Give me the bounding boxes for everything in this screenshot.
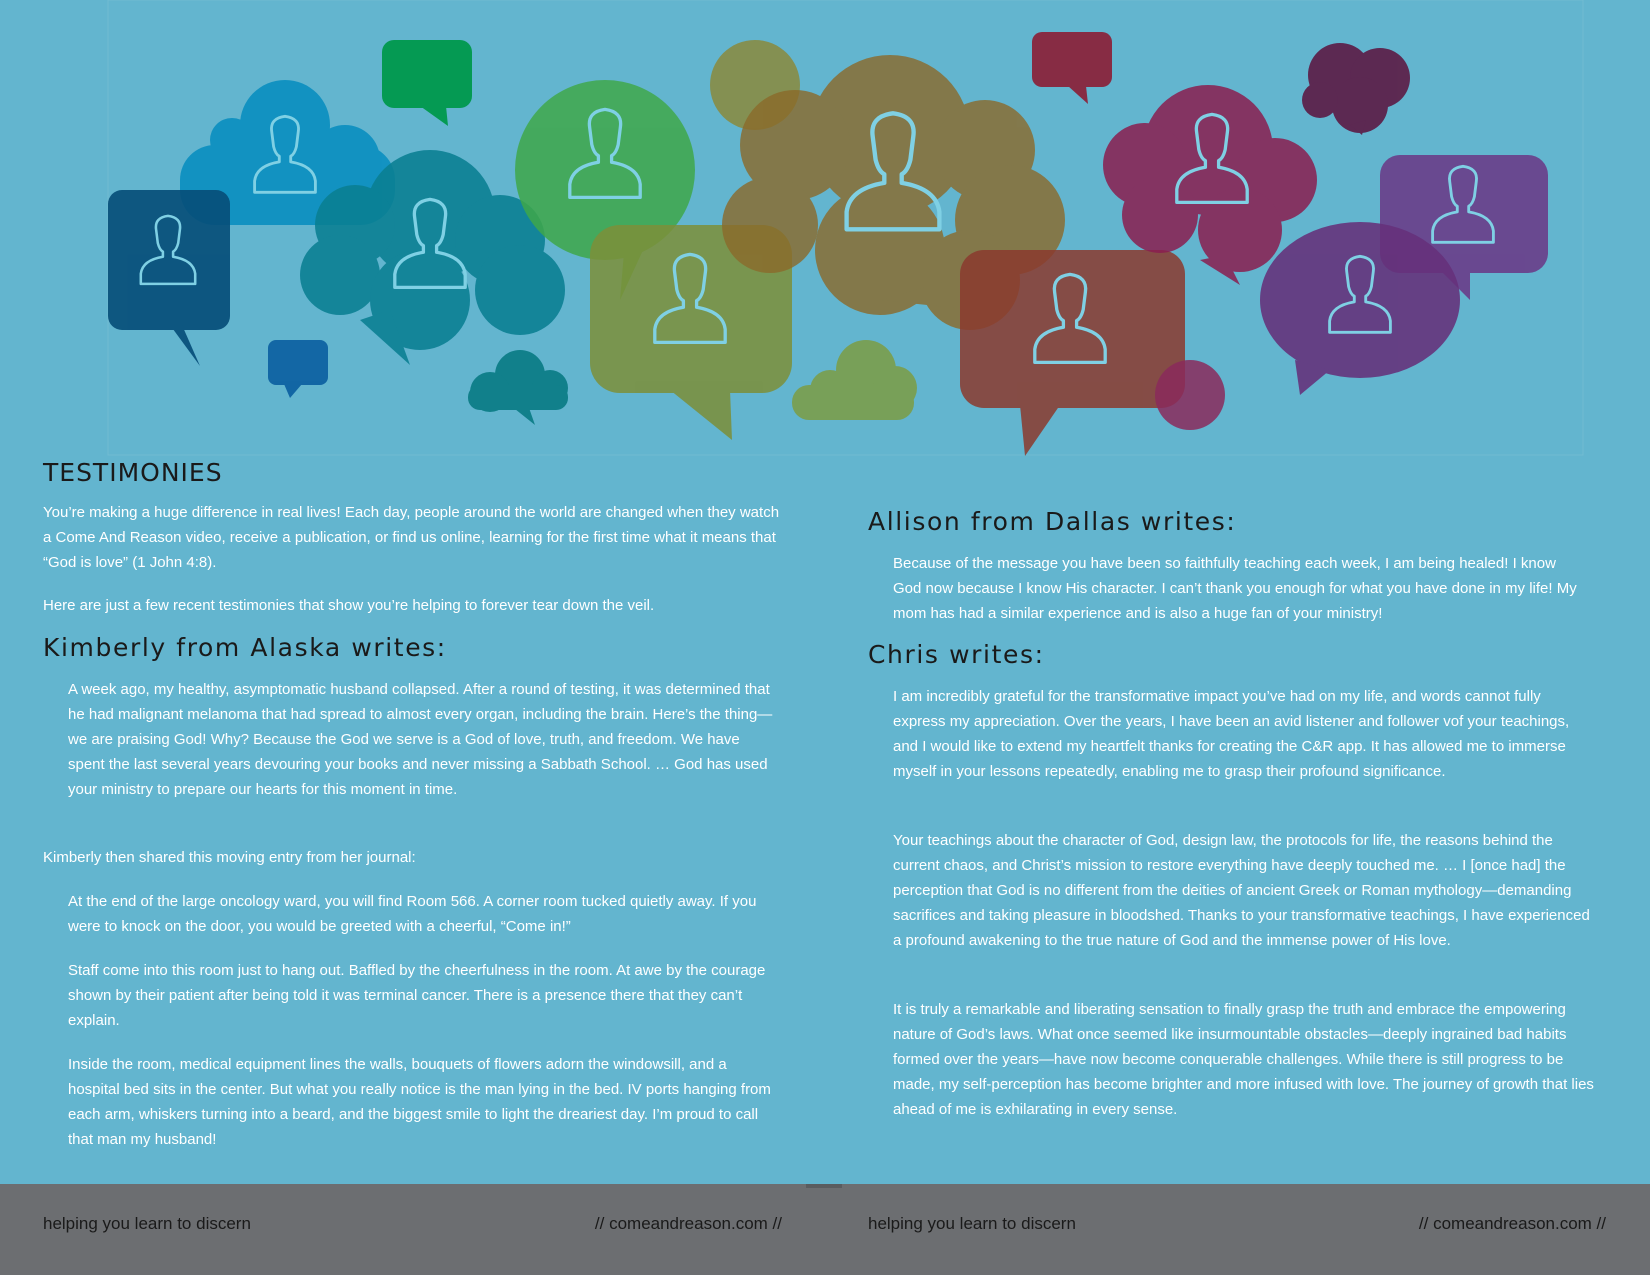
kimberly-quote: A week ago, my healthy, asymptomatic husband collapsed. After a round of testing, it was determined that he had malignant melanoma that had spread to almost every organ, including the brain. Here’s the thing—we are praising God! Why? Because the God we serve is a God of love, truth, and freedom. We have spent the last several years devouring your books and never missing a Sabbath School. … God has used your ministry to prepare our hearts for this moment in time.	[68, 681, 773, 798]
kimberly-heading: Kimberly from Alaska writes:	[43, 633, 447, 662]
chris-paragraph-1: I am incredibly grateful for the transformative impact you’ve had on my life, and words cannot fully express my appreciation. Over the years, I have been an avid listener and follower vof your teachings, and I would like to extend my heartfelt thanks for creating the C&R app. It has allowed me to immerse myself in your lessons repeatedly, enabling me to grasp their profound significance.	[893, 688, 1570, 780]
allison-quote: Because of the message you have been so faithfully teaching each week, I am being healed! I know God now because I know His character. I can’t thank you enough for what you have done in my life! My mom has had a similar experience and is also a huge fan of your ministry!	[893, 555, 1577, 622]
footer-tagline-right: helping you learn to discern	[868, 1214, 1076, 1233]
chris-heading: Chris writes:	[868, 640, 1045, 669]
journal-paragraph-3: Inside the room, medical equipment lines the walls, bouquets of flowers adorn the windowsill, and a hospital bed sits in the center. But what you really notice is the man lying in the bed. IV ports hanging from each arm, whiskers turning into a beard, and the biggest smile to light the dreariest day. I’m proud to call that man my husband!	[68, 1056, 771, 1148]
footer-url-right[interactable]: // comeandreason.com //	[1418, 1214, 1606, 1233]
intro-paragraph-veil: Here are just a few recent testimonies that show you’re helping to forever tear down the veil.	[43, 597, 655, 614]
chris-paragraph-2: Your teachings about the character of God, design law, the protocols for life, the reasons behind the current chaos, and Christ’s mission to restore everything have deeply touched me. … I [once had] the perception that God is no different from the deities of ancient Greek or Roman mythology—demanding sacrifices and taking pleasure in bloodshed. Thanks to your transformative teachings, I have experienced a profound awakening to the true nature of God and the immense power of His love.	[893, 832, 1590, 949]
journal-intro: Kimberly then shared this moving entry from her journal:	[43, 849, 416, 866]
allison-heading: Allison from Dallas writes:	[868, 507, 1237, 536]
speech-bubbles-illustration	[0, 0, 1650, 460]
journal-paragraph-1: At the end of the large oncology ward, you will find Room 566. A corner room tucked quietly away. If you were to knock on the door, you would be greeted with a cheerful, “Come in!”	[68, 893, 757, 935]
footer-tagline-left: helping you learn to discern	[43, 1214, 251, 1233]
chris-paragraph-3: It is truly a remarkable and liberating sensation to finally grasp the truth and embrace the empowering nature of God’s laws. What once seemed like insurmountable obstacles—deeply ingrained bad habits formed over the years—have now become conquerable challenges. While there is still progress to be made, my self-perception has become brighter and more infused with love. The journey of growth that lies ahead of me is exhilarating in every sense.	[893, 1001, 1594, 1118]
page-title: TESTIMONIES	[43, 458, 223, 487]
footer-divider	[806, 1184, 842, 1188]
footer-url-left[interactable]: // comeandreason.com //	[594, 1214, 782, 1233]
journal-paragraph-2: Staff come into this room just to hang out. Baffled by the cheerfulness in the room. At awe by the courage shown by their patient after being told it was terminal cancer. There is a presence there that they can’t explain.	[68, 962, 766, 1029]
intro-paragraph: You’re making a huge difference in real lives! Each day, people around the world are changed when they watch a Come And Reason video, receive a publication, or find us online, learning for the first time what it means that “God is love” (1 John 4:8).	[43, 504, 780, 571]
